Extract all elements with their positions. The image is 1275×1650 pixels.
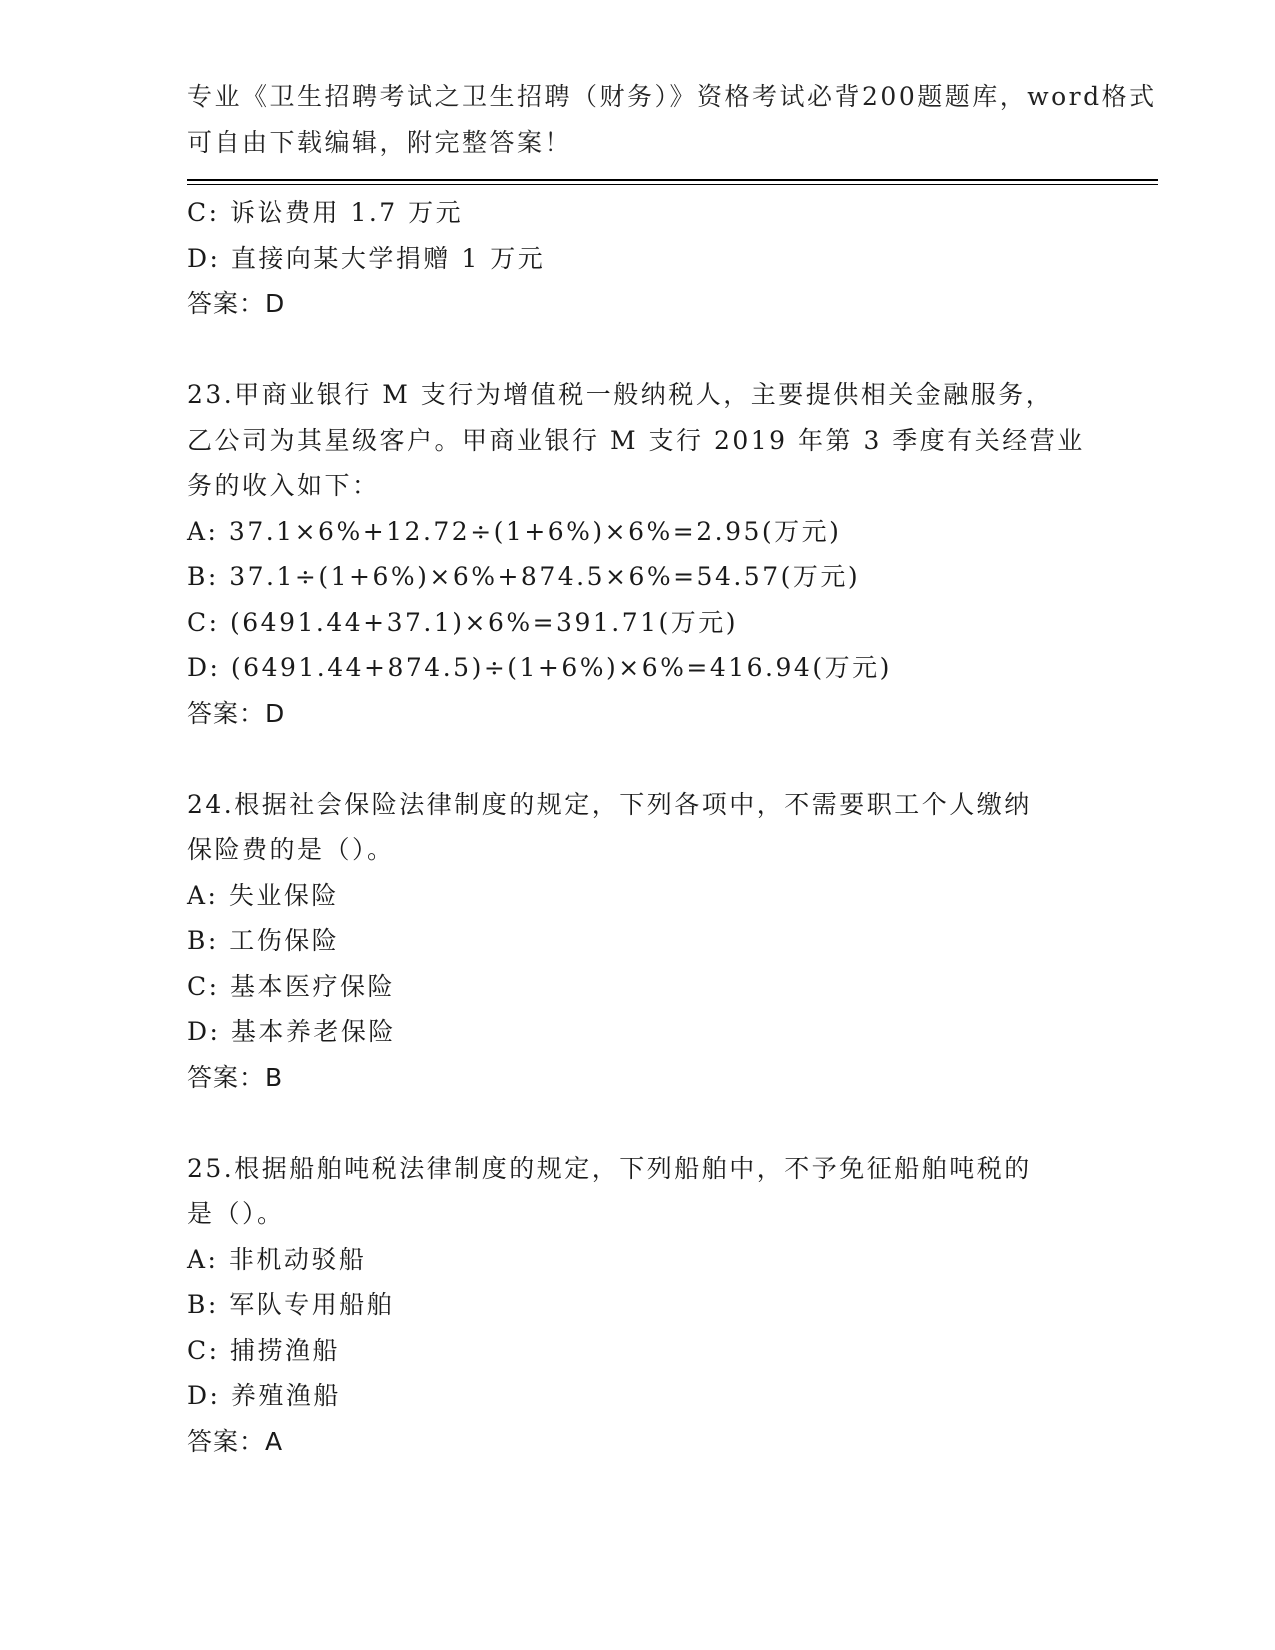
question-stem-line: 25.根据船舶吨税法律制度的规定，下列船舶中，不予免征船舶吨税的 bbox=[187, 1153, 1032, 1183]
document-header bbox=[187, 74, 1157, 165]
answer-line: 答案：B bbox=[187, 1062, 284, 1092]
option-c: C: 诉讼费用 1.7 万元 bbox=[187, 198, 464, 227]
option-d: D: 养殖渔船 bbox=[187, 1381, 341, 1410]
answer-line: 答案：A bbox=[187, 1426, 284, 1456]
header-line-2: 可自由下载编辑，附完整答案！ bbox=[187, 127, 573, 157]
question-25 bbox=[187, 1146, 1087, 1465]
option-b: B: 37.1÷(1+6%)×6%+874.5×6%=54.57(万元) bbox=[187, 562, 861, 591]
option-a: A: 非机动驳船 bbox=[187, 1244, 367, 1274]
question-23 bbox=[187, 372, 1087, 736]
header-rule-thin bbox=[187, 184, 1158, 185]
option-b: B: 工伤保险 bbox=[187, 926, 340, 955]
option-c: C: 捕捞渔船 bbox=[187, 1335, 340, 1365]
question-24 bbox=[187, 782, 1087, 1101]
option-d: D: (6491.44+874.5)÷(1+6%)×6%=416.94(万元) bbox=[187, 653, 892, 682]
question-stem-line: 乙公司为其星级客户。甲商业银行 M 支行 2019 年第 3 季度有关经营业 bbox=[187, 425, 1085, 455]
question-stem-line: 是（）。 bbox=[187, 1199, 285, 1228]
header-line-1: 专业《卫生招聘考试之卫生招聘（财务）》资格考试必背200题题库，word格式 bbox=[187, 82, 1157, 111]
question-stem-line: 23.甲商业银行 M 支行为增值税一般纳税人，主要提供相关金融服务， bbox=[187, 380, 1054, 409]
option-d: D: 基本养老保险 bbox=[187, 1017, 396, 1046]
spacer bbox=[187, 327, 1087, 373]
question-stem-line: 保险费的是（）。 bbox=[187, 835, 395, 864]
answer-line: 答案：D bbox=[187, 289, 286, 318]
option-a: A: 失业保险 bbox=[187, 880, 339, 910]
option-d: D: 直接向某大学捐赠 1 万元 bbox=[187, 243, 546, 273]
option-a: A: 37.1×6%+12.72÷(1+6%)×6%=2.95(万元) bbox=[187, 516, 842, 546]
question-stem-line: 24.根据社会保险法律制度的规定，下列各项中，不需要职工个人缴纳 bbox=[187, 789, 1032, 819]
question-22-tail bbox=[187, 190, 1087, 327]
header-rule-thick bbox=[187, 179, 1158, 181]
option-c: C: 基本医疗保险 bbox=[187, 971, 395, 1001]
answer-line: 答案：D bbox=[187, 698, 286, 728]
document-body bbox=[187, 190, 1087, 1464]
spacer bbox=[187, 736, 1087, 782]
spacer bbox=[187, 1100, 1087, 1146]
question-stem-line: 务的收入如下： bbox=[187, 471, 380, 500]
option-c: C: (6491.44+37.1)×6%=391.71(万元) bbox=[187, 607, 739, 637]
option-b: B: 军队专用船舶 bbox=[187, 1290, 395, 1319]
